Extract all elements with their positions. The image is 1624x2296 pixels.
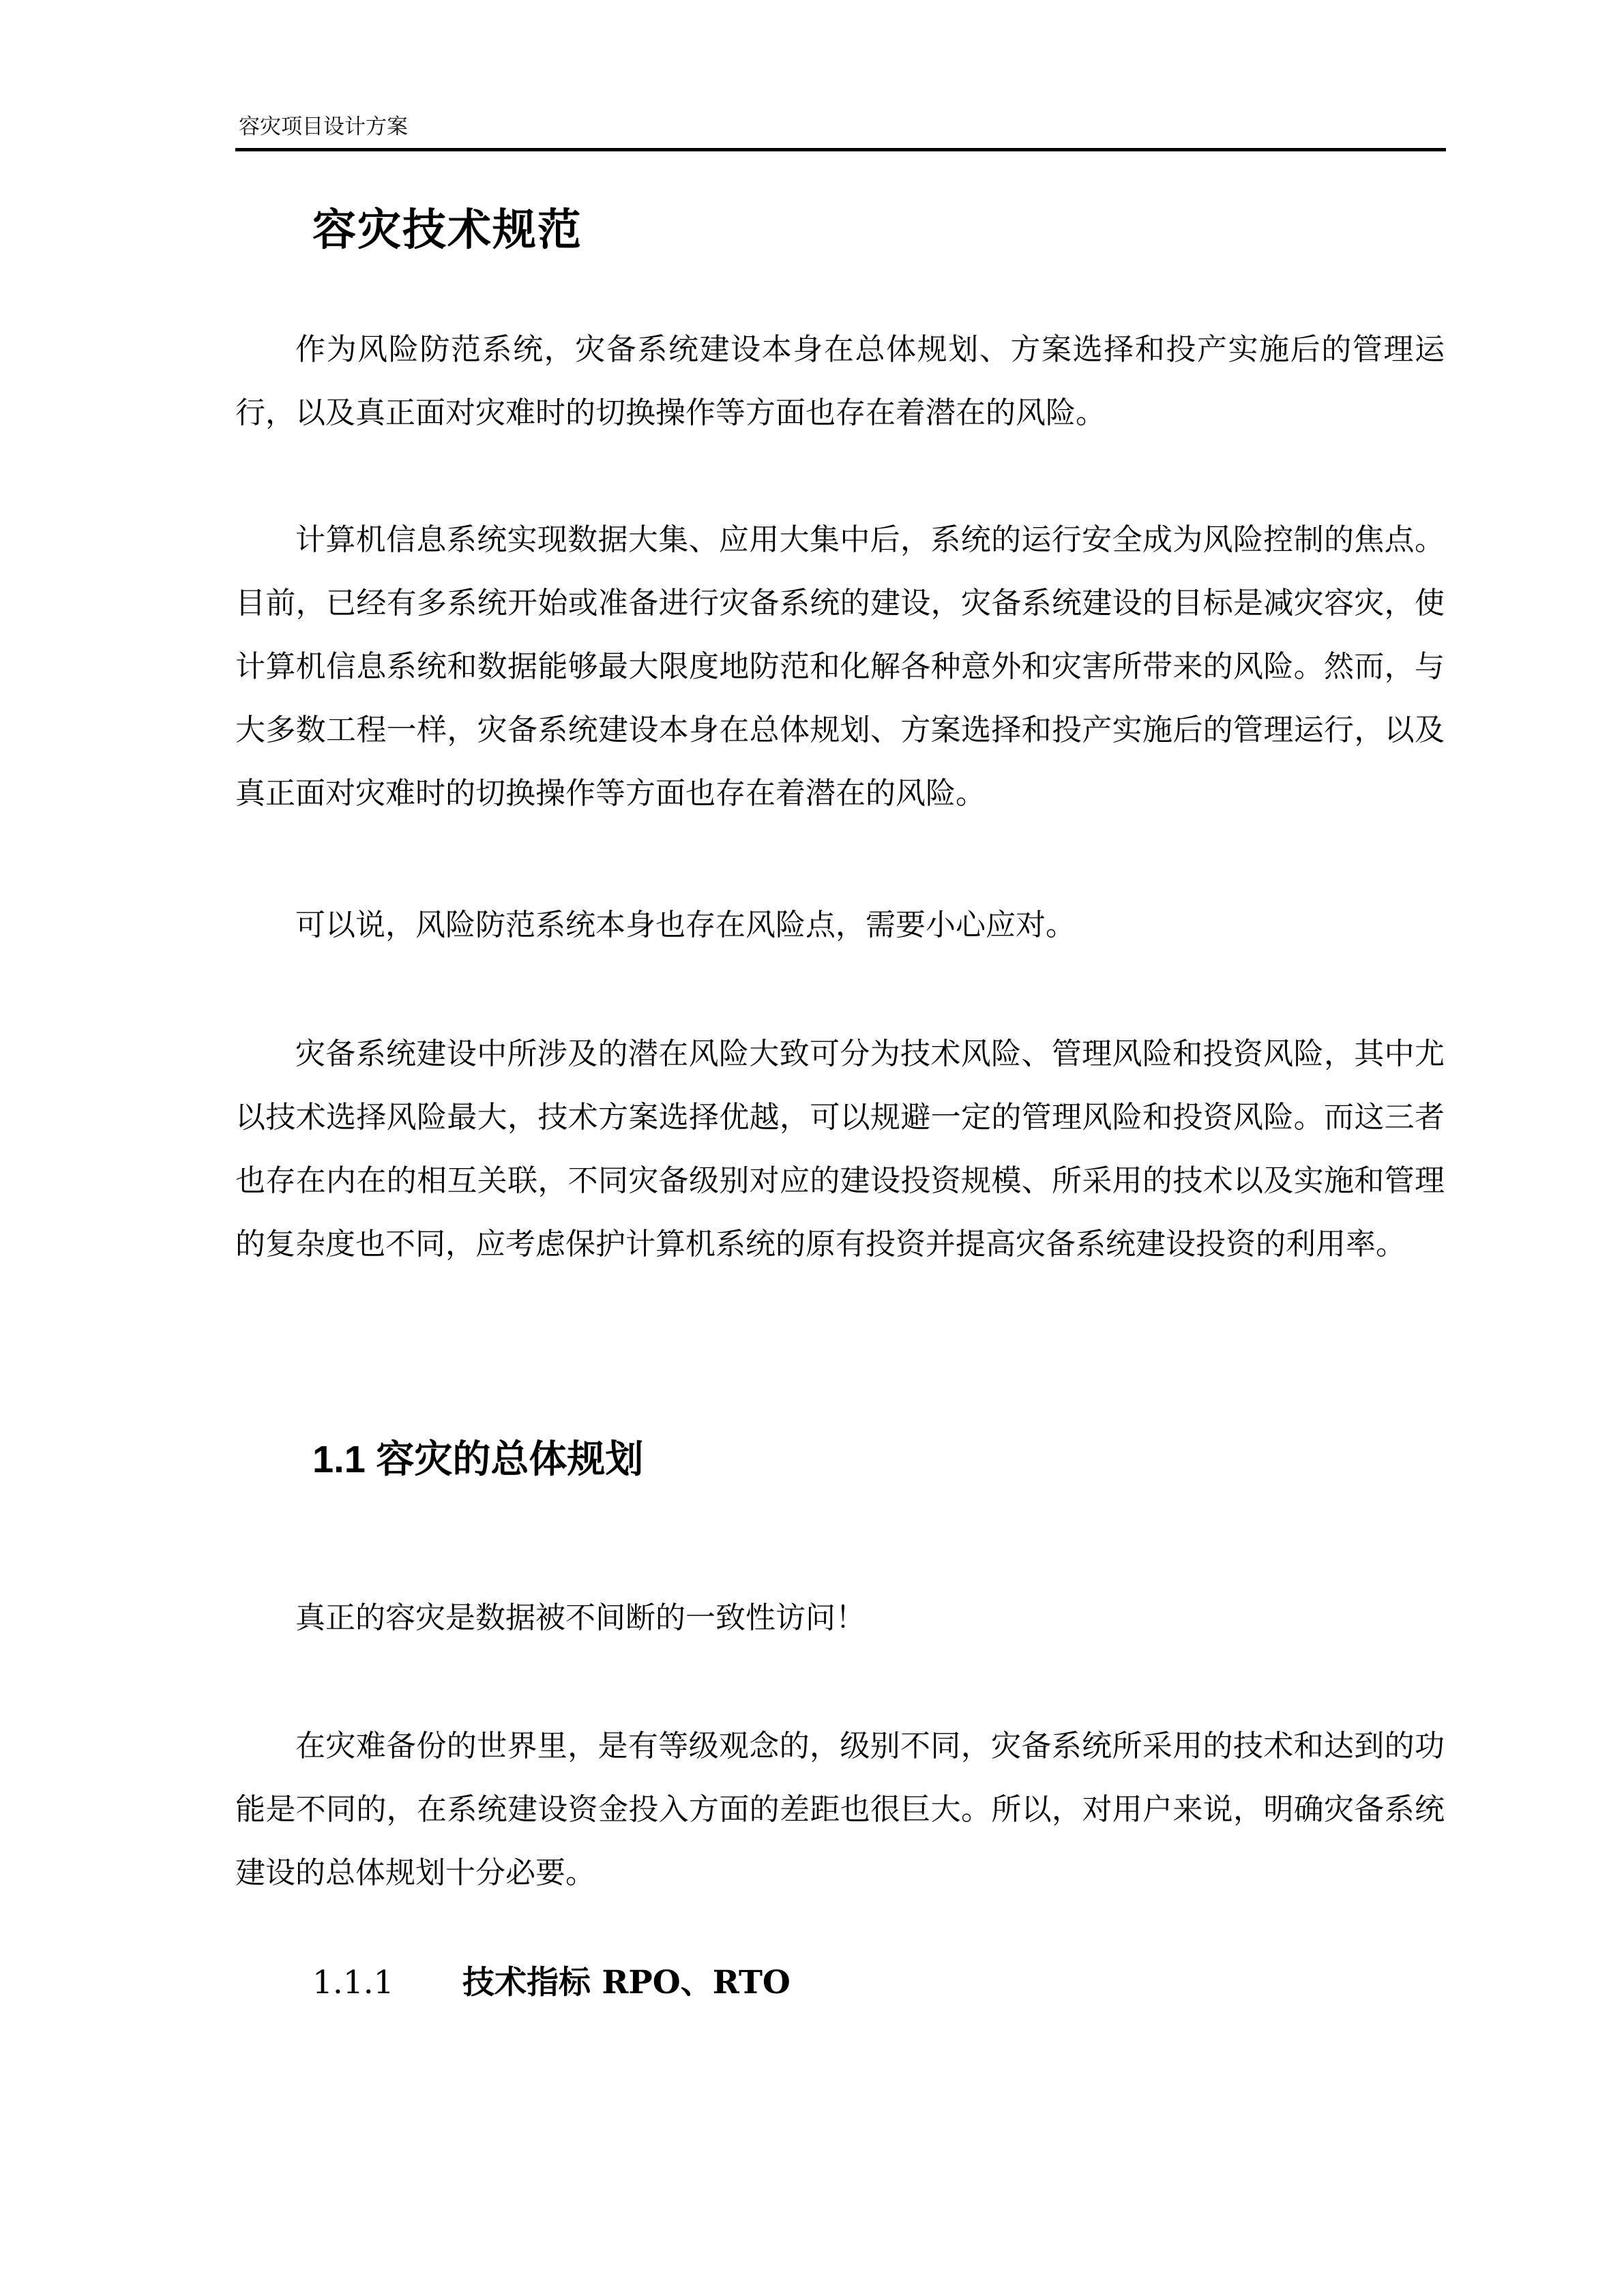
page-title: 容灾技术规范: [312, 205, 582, 256]
section-heading-1-1: 1.1 容灾的总体规划: [312, 1437, 644, 1480]
paragraph-intro-2: 计算机信息系统实现数据大集、应用大集中后，系统的运行安全成为风险控制的焦点。目前，已经有多系统开始或准备进行灾备系统的建设，灾备系统建设的目标是减灾容灾，使计算机信息系统和数据能够最大限度地防范和化解各种意外和灾害所带来的风险。然而，与大多数工程一样，灾备系统建设本身在总体规划、方案选择和投产实施后的管理运行，以及真正面对灾难时的切换操作等方面也存在着潜在的风险。: [235, 522, 1445, 811]
header-divider: [235, 148, 1446, 151]
paragraph-1-1-1: 真正的容灾是数据被不间断的一致性访问！: [295, 1600, 866, 1635]
section-heading-1-1-1: [312, 1961, 791, 2005]
paragraph-intro-1: 作为风险防范系统，灾备系统建设本身在总体规划、方案选择和投产实施后的管理运行，以及真正面对灾难时的切换操作等方面也存在着潜在的风险。: [235, 332, 1445, 430]
running-header: 容灾项目设计方案: [239, 115, 408, 139]
section-heading-text: 技术指标 RPO、RTO: [462, 1964, 791, 2001]
paragraph-intro-3: 可以说，风险防范系统本身也存在风险点，需要小心应对。: [295, 908, 1076, 942]
paragraph-1-1-2: 在灾难备份的世界里，是有等级观念的，级别不同，灾备系统所采用的技术和达到的功能是不同的，在系统建设资金投入方面的差距也很巨大。所以，对用户来说，明确灾备系统建设的总体规划十分必要。: [235, 1729, 1445, 1890]
section-number: 1.1.1: [312, 1964, 394, 2001]
paragraph-intro-4: 灾备系统建设中所涉及的潜在风险大致可分为技术风险、管理风险和投资风险，其中尤以技术选择风险最大，技术方案选择优越，可以规避一定的管理风险和投资风险。而这三者也存在内在的相互关联，不同灾备级别对应的建设投资规模、所采用的技术以及实施和管理的复杂度也不同，应考虑保护计算机系统的原有投资并提高灾备系统建设投资的利用率。: [235, 1037, 1445, 1262]
